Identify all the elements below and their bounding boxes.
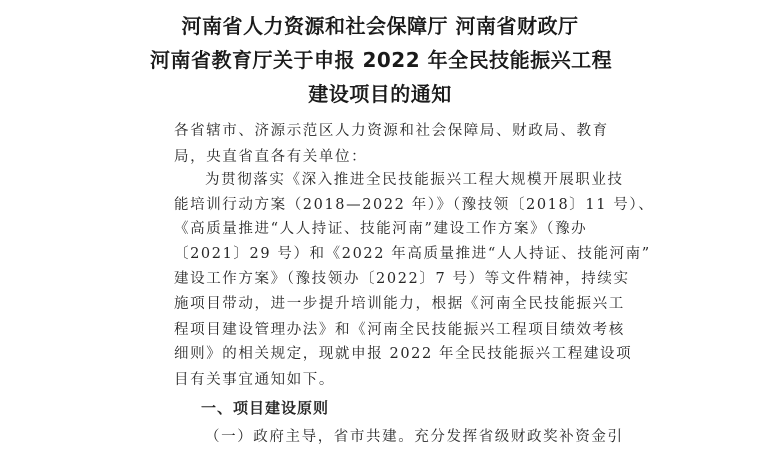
document-title-line-2: 河南省教育厅关于申报 2022 年全民技能振兴工程 — [150, 48, 613, 72]
body-line: 程项目建设管理办法》和《河南全民技能振兴工程项目绩效考核 — [174, 322, 625, 338]
body-line: 能培训行动方案（2018—2022 年）》（豫技领〔2018〕11 号）、 — [174, 197, 655, 213]
body-line: 细则》的相关规定，现就申报 2022 年全民技能振兴工程建设项 — [174, 346, 633, 362]
addressee-line-1: 各省辖市、济源示范区人力资源和社会保障局、财政局、教育 — [174, 123, 609, 139]
body-line: 施项目带动，进一步提升培训能力，根据《河南全民技能振兴工 — [174, 296, 625, 312]
section-heading: 一、项目建设原则 — [201, 399, 330, 417]
addressee-line-2: 局，央直省直各有关单位： — [174, 149, 368, 165]
subsection-line: （一）政府主导，省市共建。充分发挥省级财政奖补资金引 — [205, 429, 624, 445]
document-title-line-1: 河南省人力资源和社会保障厅 河南省财政厅 — [181, 14, 579, 38]
document-title-line-3: 建设项目的通知 — [308, 82, 452, 106]
body-line: 建设工作方案》（豫技领办〔2022〕7 号）等文件精神，持续实 — [174, 271, 630, 287]
body-line: 目有关事宜通知如下。 — [174, 372, 335, 388]
body-line: 《高质量推进“人人持证、技能河南”建设工作方案》（豫办 — [174, 221, 588, 237]
body-line: 为贯彻落实《深入推进全民技能振兴工程大规模开展职业技 — [205, 172, 624, 188]
body-line: 〔2021〕29 号）和《2022 年高质量推进“人人持证、技能河南” — [174, 246, 651, 262]
